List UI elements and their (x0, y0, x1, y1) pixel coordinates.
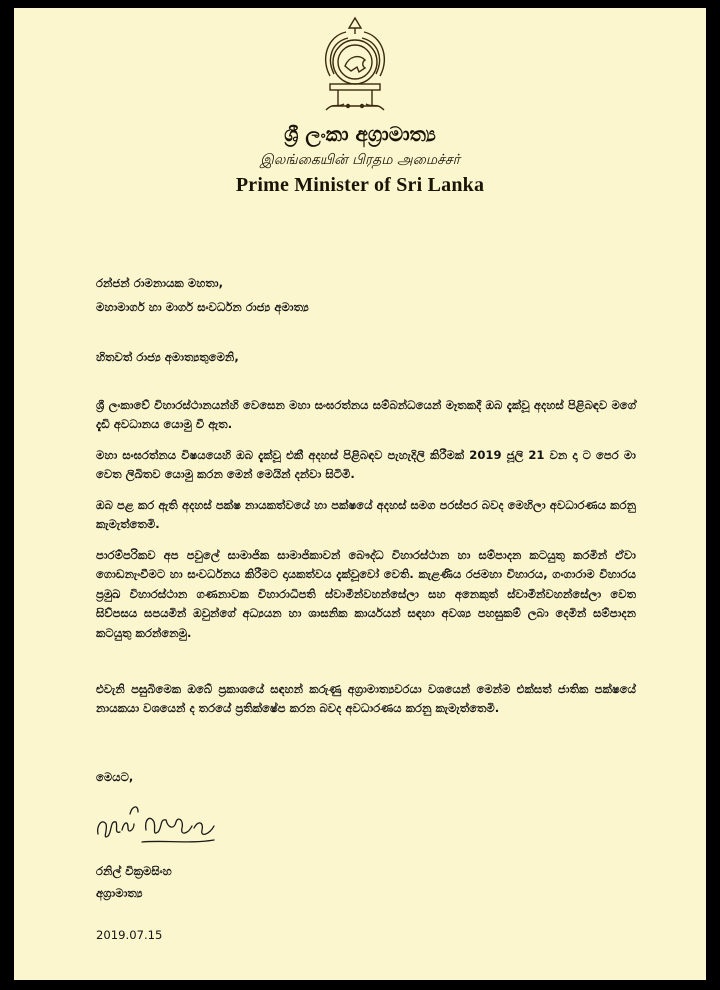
paragraph-1: ශ්‍රී ලංකාවේ විහාරස්ථානයන්හි වෙසෙන මහා සංඝරත්නය සම්බන්ධයෙන් මෑතකදී ඔබ දැක්වූ අදහස් පිළිබඳව මගේ දැඩි අවධානය යොමු වී ඇත. (96, 398, 636, 432)
signatory-title: අග්‍රාමාත්‍ය (96, 886, 143, 900)
letterhead-english: Prime Minister of Sri Lanka (235, 174, 485, 196)
recipient-name: රන්ජන් රාමනායක මහතා, (96, 276, 223, 290)
national-emblem-icon (316, 14, 394, 116)
paragraph-5: එවැනි පසුබිමෙක ඔබේ ප්‍රකාශයේ සඳහන් කරුණු අග්‍රාමාත්‍යවරයා වශයෙන් මෙන්ම එක්සත් ජාතික පක්ෂයේ නායකයා වශයෙන් ද තරයේ ප්‍රතික්ෂේප කරන බවද අවධාරණය කරනු කැමැත්තෙමි. (96, 682, 636, 716)
paragraph-4: පාරම්පරිකව අප පවුලේ සාමාජික සාමාජිකාවන් බෞද්ධ විහාරස්ථාන හා සම්පාදන කටයුතු කරමින් ඒවා ගොඩනැංවීමට හා සංවර්ධනය කිරීමට දායකත්වය දැක්වූවෝ වෙති. කැළණිය රජමහා විහාරය, ගංගාරාම විහාරය ප්‍රමුඛ විහාරස්ථාන ගණනාවක විහාරාධිපති ස්වාමීන්වහන්සේලා සහ අනෙකුත් ස්වාමීන්වහන්සේලා වෙත සිව්පසය සපයමින් ඔවුන්ගේ අධ්‍යයන හා ශාසනික කාර්යයන් සඳහා අවශ්‍ය පහසුකම් ලබා දෙමින් සම්පාදන කටයුතු කරන්නෙමු. (96, 548, 636, 640)
letter-date: 2019.07.15 (96, 928, 163, 942)
signature (94, 800, 218, 850)
letterhead-tamil: இலங்கையின் பிரதம அமைச்சர் (260, 152, 460, 168)
paragraph-3: ඔබ පළ කර ඇති අදහස් පක්ෂ නායකත්වයේ හා පක්ෂයේ අදහස් සමග පරස්පර බවද මෙහිලා අවධාරණය කරනු කැමැත්තෙමි. (96, 498, 636, 532)
salutation: හිතවත් රාජ්‍ය අමාත්‍යතුමෙනි, (96, 350, 239, 364)
closing: මෙයට, (96, 770, 134, 784)
letterhead-sinhala: ශ්‍රී ලංකා අග්‍රාමාත්‍ය (284, 122, 436, 146)
recipient-title: මහාමාර්ග හා මාර්ග සංවර්ධන රාජ්‍ය අමාත්‍ය (96, 300, 309, 314)
signatory-name: රනිල් වික්‍රමසිංහ (96, 864, 172, 878)
paragraph-2: මහා සංඝරත්නය විෂයයෙහි ඔබ දැක්වූ එකී අදහස් පිළිබඳව පැහැදිලි කිරීමක් 2019 ජූලි 21 වන දා ට පෙර මා වෙත ලිඛිතව යොමු කරන මෙන් මෙයින් දන්වා සිටිමි. (96, 448, 636, 482)
